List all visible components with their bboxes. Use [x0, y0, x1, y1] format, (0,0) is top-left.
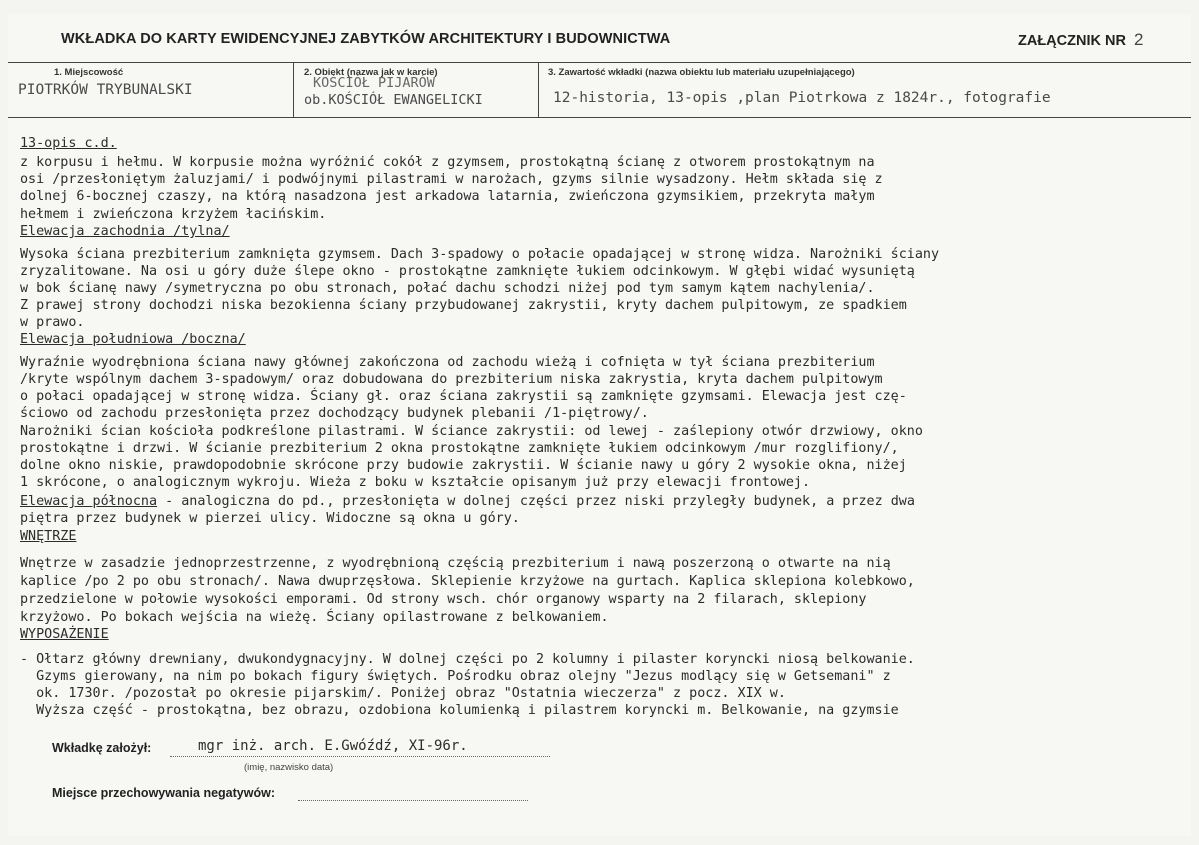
text-line: dolnej 6-bocznej czaszy, na którą nasadzona jest arkadowa latarnia, zwieńczona gzymsikiem, przekryta małym: [20, 189, 875, 204]
section-heading-continued: 13-opis c.d.: [20, 136, 117, 151]
text-line: z korpusu i hełmu. W korpusie można wyróżnić cokół z gzymsem, prostokątną ścianę z otworem prostokątnym na: [20, 155, 875, 170]
text-line: - Ołtarz główny drewniany, dwukondygnacyjny. W dolnej części po 2 kolumny i pilaster koryncki niosą belkowanie.: [20, 652, 915, 667]
text-line: o połaci opadającej w stronę widza. Ściany gł. oraz ściana zakrystii są zamknięte gzymsami. Elewacja jest czę-: [20, 389, 907, 404]
made-by-label: Wkładkę założył:: [52, 741, 152, 755]
made-by-hint: (imię, nazwisko data): [244, 762, 334, 773]
text-line: Wnętrze w zasadzie jednoprzestrzenne, z wyodrębnioną częścią prezbiterium i nawą poszerzoną o otwarte na nią: [20, 556, 891, 571]
text-line: Wyraźnie wyodrębniona ściana nawy głównej zakończona od zachodu wieżą i cofnięta w tył ściana prezbiterium: [20, 355, 875, 370]
content-label: 3. Zawartość wkładki (nazwa obiektu lub materiału uzupełniającego): [548, 67, 855, 78]
card-header: [8, 14, 1191, 63]
field-divider: [293, 62, 294, 117]
text-line: krzyżowo. Po bokach wejścia na wieżę. Ściany opilastrowane z belkowaniem.: [20, 610, 609, 625]
made-by-line: [170, 756, 550, 757]
made-by-value: mgr inż. arch. E.Gwóźdź, XI-96r.: [198, 738, 468, 754]
text-line: Z prawej strony dochodzi niska bezokienna ściany przybudowanej zakrystii, kryty dachem pulpitowym, ze spadkiem: [20, 298, 907, 313]
text-line: w bok ścianę nawy /symetryczna po obu stronach, połać dachu schodzi niżej pod tym samym kątem nachylenia/.: [20, 281, 875, 296]
form-title: WKŁADKA DO KARTY EWIDENCYJNEJ ZABYTKÓW ARCHITEKTURY I BUDOWNICTWA: [61, 31, 671, 47]
attachment-label: ZAŁĄCZNIK NR: [1018, 33, 1126, 49]
object-value-2: ob.KOŚCIÓŁ EWANGELICKI: [304, 92, 483, 108]
text-line: zryzalitowane. Na osi u góry duże ślepe okno - prostokątne zamknięte łukiem odcinkowym. W głębi widać wysuniętą: [20, 264, 915, 279]
negatives-label: Miejsce przechowywania negatywów:: [52, 786, 275, 800]
text-line: 1 skrócone, o analogicznym wykroju. Wieża z boku w kształcie opisanym już przy elewacji frontowej.: [20, 475, 811, 490]
attachment-number: 2: [1134, 30, 1144, 49]
text-line: /kryte wspólnym dachem 3-spadowym/ oraz dobudowana do prezbiterium niska zakrystia, kryta dachem pulpitowym: [20, 372, 883, 387]
text-line: przedzielone w połowie wysokości emporami. Od strony wsch. chór organowy wsparty na 2 filarach, sklepiony: [20, 592, 867, 607]
heading-furnishings: WYPOSAŻENIE: [20, 627, 109, 642]
text-line: osi /przesłoniętym żaluzjami/ i podwójnymi pilastrami w narożach, gzyms silnie wysadzony. Hełm składa się z: [20, 172, 883, 187]
locality-label: 1. Miejscowość: [54, 67, 124, 78]
heading-interior: WNĘTRZE: [20, 529, 77, 544]
text-line: Gzyms gierowany, na nim po bokach figury świętych. Pośrodku obraz olejny "Jezus modlący się w Getsemani" z: [20, 669, 891, 684]
content-value: 12-historia, 13-opis ,plan Piotrkowa z 1824r., fotografie: [553, 90, 1051, 106]
field-divider: [538, 62, 539, 117]
text-line: Narożniki ścian kościoła podkreślone pilastrami. W ściance zakrystii: od lewej - zaślepiony otwór drzwiowy, okno: [20, 424, 923, 439]
text-fragment: - analogiczna do pd., przesłonięta w dolnej części przez niski przyległy budynek, a przez dwa: [157, 494, 915, 509]
heading-south-elevation: Elewacja południowa /boczna/: [20, 332, 246, 347]
text-line: w prawo.: [20, 315, 85, 330]
object-label: 2. Obiekt (nazwa jak w karcie): [304, 67, 438, 78]
object-value-1: KOŚCIÓŁ PIJARÓW: [313, 75, 435, 91]
heading-north-elevation: Elewacja północna: [20, 494, 158, 509]
text-line: Wysoka ściana prezbiterium zamknięta gzymsem. Dach 3-spadowy o połacie opadającej w stronę widza. Narożniki ściany: [20, 247, 940, 262]
heading-west-elevation: Elewacja zachodnia /tylna/: [20, 224, 230, 239]
text-line: [20, 493, 915, 510]
text-line: dolne okno niskie, prawdopodobnie skrócone przy budowie zakrystii. W ścianie nawy u góry 2 wysokie okna, niżej: [20, 458, 907, 473]
text-line: piętra przez budynek w pierzei ulicy. Widoczne są okna u góry.: [20, 511, 520, 526]
negatives-line: [298, 800, 528, 801]
text-line: ok. 1730r. /pozostał po okresie pijarskim/. Poniżej obraz "Ostatnia wieczerza" z pocz. XIX w.: [20, 686, 786, 701]
text-line: Wyższa część - prostokątna, bez obrazu, ozdobiona kolumienką i pilastrem koryncki m. Belkowanie, na gzymsie: [20, 703, 899, 718]
text-line: prostokątne i drzwi. W ścianie prezbiterium 2 okna prostokątne zamknięte łukiem odcinkowym /mur rozglifiony/,: [20, 441, 899, 456]
header-fields: [8, 62, 1191, 118]
text-line: ściowo od zachodu przesłonięta przez dochodzący budynek plebanii /1-piętrowy/.: [20, 406, 649, 421]
text-line: hełmem i zwieńczona krzyżem łacińskim.: [20, 207, 327, 222]
locality-value: PIOTRKÓW TRYBUNALSKI: [18, 82, 193, 98]
text-line: kaplice /po 2 po obu stronach/. Nawa dwuprzęsłowa. Sklepienie krzyżowe na gurtach. Kaplica sklepiona kolebkowo,: [20, 574, 915, 589]
